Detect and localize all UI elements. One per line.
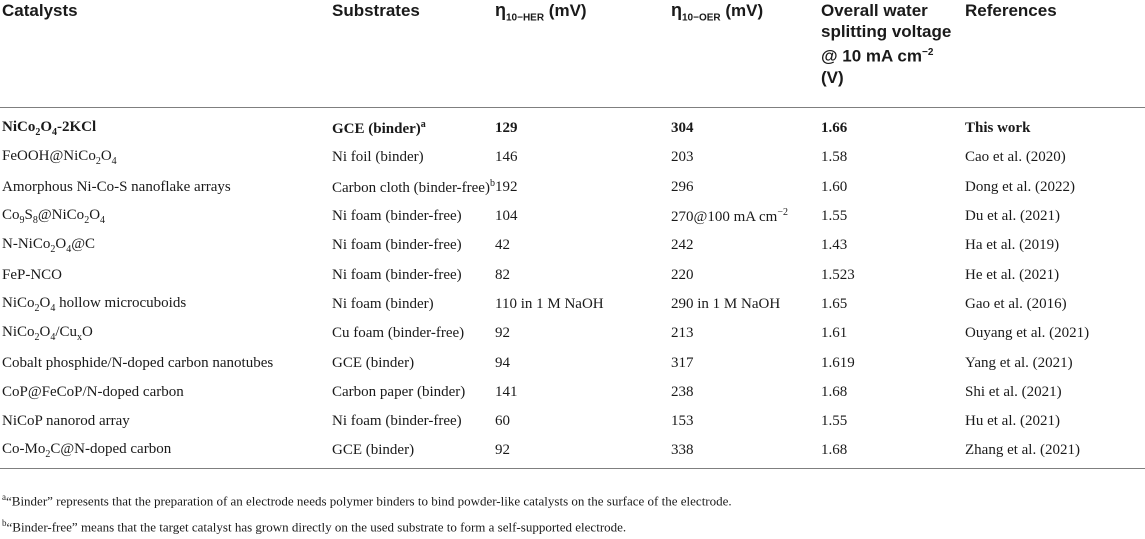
- substrate-footnote-mark: b: [489, 177, 495, 189]
- header-substrates: Substrates: [332, 0, 495, 108]
- catalyst-text: O: [40, 119, 53, 136]
- reference-text: Dong et al. (2022): [965, 178, 1075, 195]
- voltage-value: 1.68: [821, 442, 848, 459]
- oer-value: 153: [671, 413, 694, 430]
- table-row: [0, 108, 1145, 144]
- table-row: [0, 436, 1145, 468]
- voltage-cell: [821, 173, 965, 202]
- voltage-value: 1.523: [821, 266, 855, 283]
- catalyst-text: FeOOH@NiCo: [2, 148, 96, 165]
- substrate-cell: [332, 143, 495, 172]
- oer-value: 203: [671, 149, 694, 166]
- reference-cell: [965, 231, 1145, 260]
- substrate-cell: [332, 202, 495, 231]
- reference-text: Cao et al. (2020): [965, 149, 1066, 166]
- header-water-splitting-voltage: [821, 0, 965, 108]
- voltage-header-line-3: @ 10 mA cm: [821, 46, 922, 66]
- voltage-value: 1.66: [821, 120, 848, 137]
- catalyst-text: O: [100, 148, 112, 165]
- reference-text: Zhang et al. (2021): [965, 442, 1080, 459]
- reference-text: Gao et al. (2016): [965, 295, 1067, 312]
- her-cell: [495, 143, 671, 172]
- catalyst-subscript: 9: [19, 215, 25, 227]
- catalyst-text: NiCo: [2, 294, 35, 311]
- footnote-a-mark: a: [2, 492, 6, 502]
- her-value: 129: [495, 120, 518, 137]
- substrate-text: Ni foam (binder-free): [332, 266, 462, 283]
- substrate-cell: [332, 108, 495, 144]
- her-cell: [495, 202, 671, 231]
- catalyst-text: O: [39, 324, 51, 341]
- catalyst-text: Co-Mo: [2, 441, 46, 458]
- reference-cell: [965, 436, 1145, 468]
- catalyst-text: O: [55, 236, 67, 253]
- table-row: [0, 319, 1145, 348]
- header-oer-overpotential: [671, 0, 821, 108]
- substrate-text: Ni foam (binder-free): [332, 208, 462, 225]
- voltage-value: 1.58: [821, 149, 848, 166]
- catalyst-text: S: [24, 207, 33, 224]
- her-value: 110 in 1 M NaOH: [495, 295, 604, 312]
- catalyst-cell: [0, 290, 332, 319]
- catalyst-text: /Cu: [55, 324, 78, 341]
- oer-cell: [671, 260, 821, 289]
- her-value: 60: [495, 413, 510, 430]
- header-her-overpotential: [495, 0, 671, 108]
- oer-cell: [671, 407, 821, 436]
- reference-cell: [965, 348, 1145, 377]
- catalyst-cell: [0, 378, 332, 407]
- substrate-text: Carbon cloth (binder-free): [332, 179, 490, 196]
- catalyst-cell: [0, 108, 332, 144]
- reference-cell: [965, 407, 1145, 436]
- catalyst-subscript: x: [77, 332, 83, 344]
- catalyst-cell: [0, 202, 332, 231]
- catalyst-subscript: 2: [95, 156, 101, 168]
- catalyst-text: Amorphous Ni-Co-S nanoflake arrays: [2, 178, 231, 195]
- voltage-header-line-2: splitting voltage: [821, 22, 952, 41]
- substrate-text: GCE (binder): [332, 442, 415, 459]
- substrate-cell: [332, 436, 495, 468]
- reference-cell: [965, 290, 1145, 319]
- her-cell: [495, 407, 671, 436]
- catalyst-cell: [0, 319, 332, 348]
- her-value: 92: [495, 325, 510, 342]
- oer-unit: (mV): [720, 1, 764, 20]
- table-header-row: [0, 0, 1145, 108]
- her-subscript: 10−HER: [506, 12, 545, 24]
- oer-eta-symbol: η: [671, 0, 682, 20]
- table-row: [0, 202, 1145, 231]
- substrate-text: GCE (binder): [332, 354, 415, 371]
- voltage-value: 1.60: [821, 178, 848, 195]
- substrate-text: Cu foam (binder-free): [332, 325, 465, 342]
- her-cell: [495, 290, 671, 319]
- table-row: [0, 260, 1145, 289]
- voltage-header-sup: −2: [922, 47, 934, 58]
- her-value: 42: [495, 237, 510, 254]
- reference-cell: [965, 319, 1145, 348]
- oer-value: 270@100 mA cm: [671, 209, 778, 226]
- oer-value: 242: [671, 237, 694, 254]
- her-value: 94: [495, 354, 510, 371]
- catalyst-cell: [0, 260, 332, 289]
- catalyst-text: NiCo: [2, 119, 36, 136]
- footnote-b-mark: b: [2, 518, 7, 529]
- oer-value: 317: [671, 354, 694, 371]
- substrate-footnote-mark: a: [420, 119, 426, 131]
- footnote-a: [2, 486, 732, 512]
- catalyst-text: O: [39, 294, 51, 311]
- reference-cell: [965, 143, 1145, 172]
- oer-value: 238: [671, 383, 694, 400]
- oer-value: 213: [671, 325, 694, 342]
- reference-cell: [965, 173, 1145, 202]
- catalyst-text: Co: [2, 207, 20, 224]
- oer-cell: [671, 143, 821, 172]
- table-row: [0, 407, 1145, 436]
- her-value: 146: [495, 149, 518, 166]
- catalyst-cell: [0, 173, 332, 202]
- oer-cell: [671, 319, 821, 348]
- catalyst-text: @NiCo: [37, 207, 85, 224]
- catalyst-text: C@N-doped carbon: [50, 441, 172, 458]
- table-body: [0, 108, 1145, 469]
- substrate-cell: [332, 231, 495, 260]
- her-value: 104: [495, 208, 518, 225]
- oer-cell: [671, 202, 821, 231]
- voltage-cell: [821, 436, 965, 468]
- catalyst-text: O: [82, 324, 93, 341]
- reference-cell: [965, 260, 1145, 289]
- catalyst-text: @C: [71, 236, 96, 253]
- voltage-value: 1.68: [821, 383, 848, 400]
- substrate-cell: [332, 407, 495, 436]
- oer-value: 290 in 1 M NaOH: [671, 295, 781, 312]
- substrate-text: GCE (binder): [332, 121, 421, 138]
- oer-subscript: 10−OER: [682, 12, 721, 24]
- table-row: [0, 173, 1145, 202]
- catalyst-cell: [0, 407, 332, 436]
- catalyst-cell: [0, 143, 332, 172]
- table-row: [0, 231, 1145, 260]
- voltage-value: 1.65: [821, 295, 848, 312]
- table-row: [0, 378, 1145, 407]
- footnotes: [2, 486, 732, 539]
- reference-text: Ouyang et al. (2021): [965, 325, 1090, 342]
- oer-cell: [671, 173, 821, 202]
- voltage-cell: [821, 348, 965, 377]
- reference-text: Yang et al. (2021): [965, 354, 1073, 371]
- substrate-cell: [332, 173, 495, 202]
- oer-cell: [671, 436, 821, 468]
- oer-cell: [671, 108, 821, 144]
- catalyst-text: -2KCl: [57, 119, 97, 136]
- catalyst-text: hollow microcuboids: [55, 294, 187, 311]
- her-cell: [495, 319, 671, 348]
- catalyst-subscript: 8: [32, 215, 38, 227]
- substrate-cell: [332, 319, 495, 348]
- voltage-header-line-1: Overall water: [821, 1, 928, 20]
- voltage-value: 1.61: [821, 325, 848, 342]
- reference-cell: [965, 108, 1145, 144]
- catalyst-subscript: 4: [100, 215, 106, 227]
- voltage-cell: [821, 108, 965, 144]
- voltage-value: 1.43: [821, 237, 848, 254]
- catalyst-cell: [0, 348, 332, 377]
- voltage-cell: [821, 260, 965, 289]
- her-eta-symbol: η: [495, 0, 506, 20]
- oer-value: 220: [671, 266, 694, 283]
- catalyst-text: O: [89, 207, 101, 224]
- reference-text: Ha et al. (2019): [965, 237, 1060, 254]
- catalyst-subscript: 4: [66, 244, 72, 256]
- catalyst-text: NiCo: [2, 324, 35, 341]
- catalyst-subscript: 4: [111, 156, 117, 168]
- catalyst-subscript: 2: [45, 449, 51, 461]
- reference-text: Hu et al. (2021): [965, 413, 1060, 430]
- substrate-cell: [332, 348, 495, 377]
- voltage-cell: [821, 231, 965, 260]
- table-row: [0, 143, 1145, 172]
- oer-superscript: −2: [777, 207, 788, 219]
- substrate-text: Ni foam (binder-free): [332, 413, 462, 430]
- reference-cell: [965, 202, 1145, 231]
- voltage-value: 1.55: [821, 413, 848, 430]
- header-catalysts: Catalysts: [0, 0, 332, 108]
- voltage-cell: [821, 407, 965, 436]
- her-cell: [495, 231, 671, 260]
- voltage-cell: [821, 378, 965, 407]
- catalyst-subscript: 2: [50, 244, 56, 256]
- catalyst-subscript: 4: [50, 302, 56, 314]
- voltage-header-line-4: (V): [821, 67, 844, 87]
- substrate-cell: [332, 260, 495, 289]
- footnote-b: [2, 512, 732, 538]
- oer-value: 296: [671, 178, 694, 195]
- catalyst-cell: [0, 231, 332, 260]
- substrate-text: Ni foam (binder): [332, 295, 434, 312]
- substrate-text: Ni foil (binder): [332, 149, 424, 166]
- catalyst-text: NiCoP nanorod array: [2, 413, 130, 430]
- catalyst-subscript: 2: [34, 332, 40, 344]
- reference-cell: [965, 378, 1145, 407]
- voltage-cell: [821, 319, 965, 348]
- reference-text: This work: [965, 120, 1031, 137]
- her-cell: [495, 260, 671, 289]
- her-value: 82: [495, 266, 510, 283]
- her-unit: (mV): [544, 1, 587, 20]
- oer-value: 338: [671, 442, 694, 459]
- catalyst-subscript: 2: [84, 215, 90, 227]
- substrate-cell: [332, 290, 495, 319]
- her-cell: [495, 173, 671, 202]
- her-cell: [495, 378, 671, 407]
- substrate-text: Ni foam (binder-free): [332, 237, 462, 254]
- catalyst-subscript: 4: [50, 332, 56, 344]
- catalyst-text: N-NiCo: [2, 236, 51, 253]
- voltage-value: 1.619: [821, 354, 855, 371]
- footnote-a-text: “Binder” represents that the preparation of an electrode needs polymer binders to bind powder-like catalysts on the surface of the electrode.: [6, 493, 732, 509]
- oer-cell: [671, 290, 821, 319]
- table-row: [0, 348, 1145, 377]
- her-value: 141: [495, 383, 518, 400]
- voltage-cell: [821, 143, 965, 172]
- oer-cell: [671, 348, 821, 377]
- catalyst-text: FeP-NCO: [2, 266, 63, 283]
- oer-cell: [671, 378, 821, 407]
- voltage-cell: [821, 290, 965, 319]
- reference-text: Du et al. (2021): [965, 208, 1060, 225]
- her-cell: [495, 108, 671, 144]
- footnote-b-text: “Binder-free” means that the target catalyst has grown directly on the used substrate to form a self-supported electrode.: [6, 519, 627, 535]
- catalyst-text: CoP@FeCoP/N-doped carbon: [2, 383, 184, 400]
- her-cell: [495, 348, 671, 377]
- reference-text: Shi et al. (2021): [965, 383, 1062, 400]
- her-value: 192: [495, 178, 518, 195]
- catalyst-text: Cobalt phosphide/N-doped carbon nanotubes: [2, 354, 274, 371]
- catalyst-subscript: 2: [35, 127, 41, 139]
- catalyst-cell: [0, 436, 332, 468]
- voltage-cell: [821, 202, 965, 231]
- her-cell: [495, 436, 671, 468]
- reference-text: He et al. (2021): [965, 266, 1060, 283]
- substrate-cell: [332, 378, 495, 407]
- header-references: References: [965, 0, 1145, 108]
- voltage-value: 1.55: [821, 208, 848, 225]
- catalyst-subscript: 2: [34, 302, 40, 314]
- oer-cell: [671, 231, 821, 260]
- substrate-text: Carbon paper (binder): [332, 383, 466, 400]
- oer-value: 304: [671, 120, 694, 137]
- table-row: [0, 290, 1145, 319]
- her-value: 92: [495, 442, 510, 459]
- catalyst-subscript: 4: [52, 127, 58, 139]
